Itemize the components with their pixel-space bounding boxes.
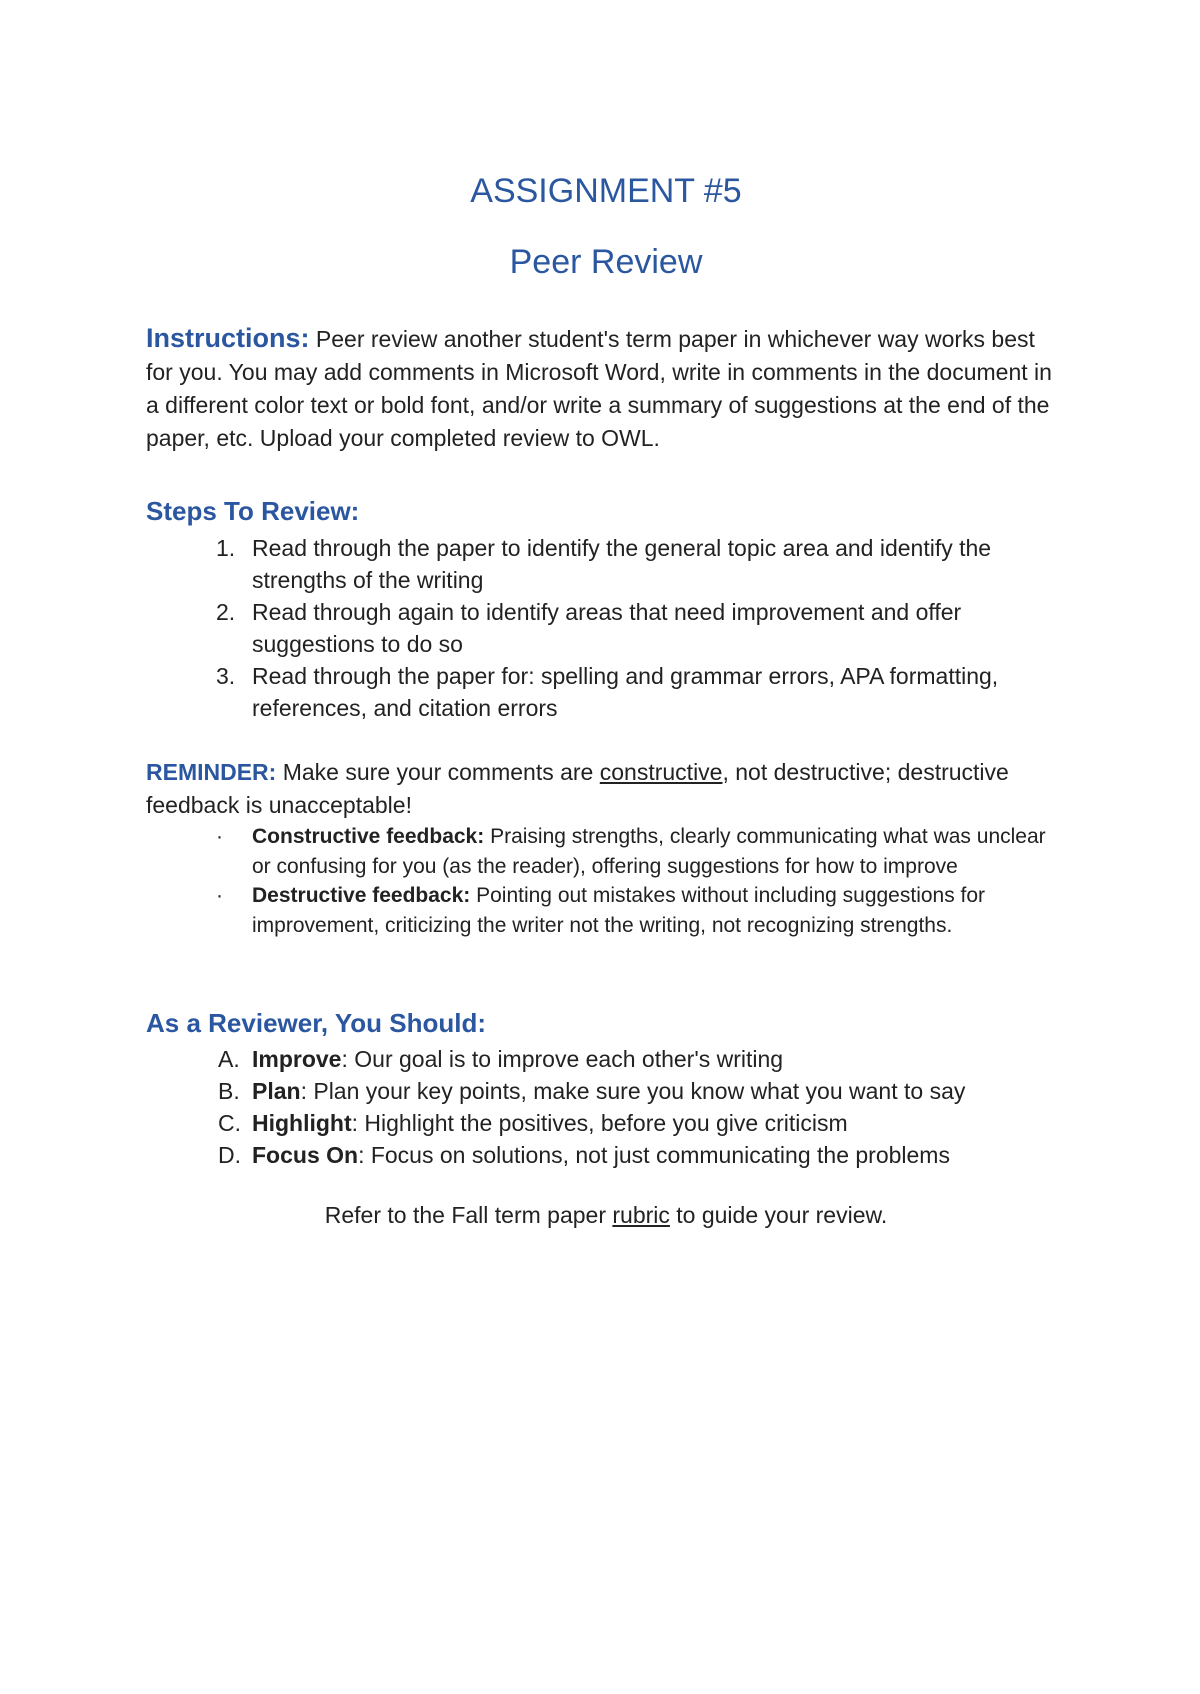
list-item: [218, 1043, 1068, 1075]
step-text: Read through again to identify areas that need improvement and offer suggestions to do so: [252, 599, 962, 657]
reminder-label: REMINDER:: [146, 759, 277, 785]
list-item: [216, 881, 1066, 940]
document-page: [146, 0, 1066, 1694]
item-letter: B.: [218, 1078, 240, 1104]
bullet-text: Pointing out mistakes without including suggestions for improvement, criticizing the writer not the writing, not recognizing strengths.: [252, 884, 986, 937]
item-term: Improve: [252, 1046, 342, 1072]
refer-paragraph: [146, 1202, 1066, 1229]
item-term: Focus On: [252, 1142, 359, 1168]
bullet-marker: ·: [216, 884, 223, 907]
list-item: [216, 532, 1056, 596]
step-text: Read through the paper for: spelling and grammar errors, APA formatting, references, and citation errors: [252, 663, 999, 721]
bullet-text: Praising strengths, clearly communicating what was unclear or confusing for you (as the reader), offering suggestions for how to improve: [252, 825, 1046, 878]
item-term: Highlight: [252, 1110, 352, 1136]
item-letter: D.: [218, 1142, 241, 1168]
refer-text-before: Refer to the Fall term paper: [324, 1202, 613, 1228]
step-number: 1.: [216, 535, 236, 561]
step-number: 2.: [216, 599, 236, 625]
list-item: [218, 1139, 1068, 1171]
instructions-label: Instructions:: [146, 323, 310, 353]
steps-heading: Steps To Review:: [146, 496, 360, 526]
item-text: : Plan your key points, make sure you know what you want to say: [300, 1078, 966, 1104]
item-text: : Our goal is to improve each other's writing: [341, 1046, 784, 1072]
item-text: : Highlight the positives, before you give criticism: [351, 1110, 848, 1136]
reviewer-heading: As a Reviewer, You Should:: [146, 1008, 487, 1038]
refer-text-after: to guide your review.: [669, 1202, 888, 1228]
step-text: Read through the paper to identify the general topic area and identify the strengths of the writing: [252, 535, 992, 593]
steps-list: [216, 532, 1056, 724]
reminder-text-after: , not destructive; destructive feedback is unacceptable!: [146, 759, 1009, 818]
document-title: ASSIGNMENT #5: [470, 172, 742, 210]
instructions-paragraph: [146, 322, 1066, 455]
list-item: [216, 660, 1056, 724]
instructions-text: Peer review another student's term paper in whichever way works best for you. You may add comments in Microsoft Word, write in comments in the document in a different color text or bold font, and/or write a summary of suggestions at the end of the paper, etc. Upload your completed review to OWL.: [146, 326, 1052, 451]
reminder-text-before: Make sure your comments are: [276, 759, 600, 785]
reviewer-list: [218, 1043, 1068, 1171]
constructive-underlined: constructive: [599, 759, 723, 785]
step-number: 3.: [216, 663, 236, 689]
list-item: [216, 822, 1066, 881]
item-letter: C.: [218, 1110, 241, 1136]
list-item: [216, 596, 1056, 660]
bullet-term: Constructive feedback:: [252, 825, 485, 848]
bullet-marker: ·: [216, 825, 223, 848]
reminder-paragraph: [146, 756, 1066, 822]
item-term: Plan: [252, 1078, 301, 1104]
feedback-bullet-list: [216, 822, 1066, 940]
list-item: [218, 1107, 1068, 1139]
item-text: : Focus on solutions, not just communicating the problems: [358, 1142, 950, 1168]
rubric-link[interactable]: rubric: [612, 1202, 670, 1228]
bullet-term: Destructive feedback:: [252, 884, 471, 907]
item-letter: A.: [218, 1046, 240, 1072]
document-subtitle: Peer Review: [509, 243, 703, 281]
list-item: [218, 1075, 1068, 1107]
